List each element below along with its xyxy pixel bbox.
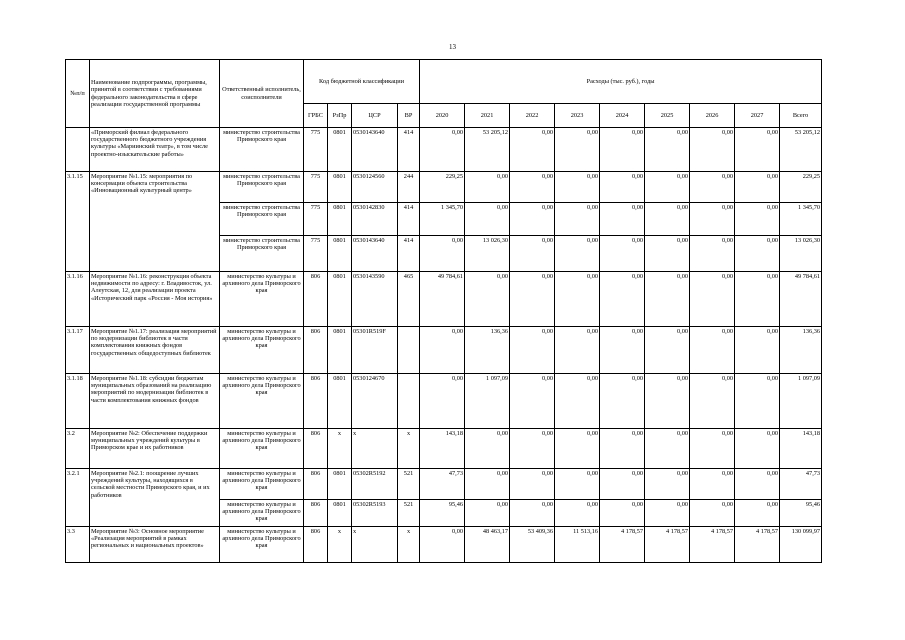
row-year-value: 0,00 <box>600 429 645 469</box>
row-total: 143,18 <box>780 429 822 469</box>
row-csr: 0530124670 <box>352 374 398 429</box>
row-year-value: 0,00 <box>645 469 690 500</box>
row-year-value: 1 097,09 <box>465 374 510 429</box>
row-year-value: 0,00 <box>600 203 645 236</box>
row-year-value: 0,00 <box>465 203 510 236</box>
row-vr <box>398 374 420 429</box>
row-year-value: 0,00 <box>690 272 735 327</box>
row-year-value: 0,00 <box>510 327 555 374</box>
row-name: Мероприятие №2.1: поощрение лучших учреждений культуры, находящихся в сельской местности Приморского края, и их работников <box>90 469 220 527</box>
row-year-value: 0,00 <box>555 203 600 236</box>
row-rzpr: 0801 <box>328 236 352 272</box>
row-name: Мероприятие №2: Обеспечение поддержки муниципальных учреждений культуры в Приморском крае и их работников <box>90 429 220 469</box>
row-year-value: 143,18 <box>420 429 465 469</box>
row-year-value: 0,00 <box>555 429 600 469</box>
row-rzpr: 0801 <box>328 203 352 236</box>
header-vr: ВР <box>398 104 420 128</box>
table-row <box>66 469 822 500</box>
row-year-value: 0,00 <box>735 429 780 469</box>
row-executor: министерство строительства Приморского края <box>220 128 304 172</box>
table-row <box>66 172 822 203</box>
row-year-value: 0,00 <box>465 500 510 527</box>
row-year-value: 0,00 <box>690 172 735 203</box>
table-row <box>66 128 822 172</box>
row-year-value: 53 205,12 <box>465 128 510 172</box>
row-grbs: 806 <box>304 327 328 374</box>
row-year-value: 0,00 <box>510 469 555 500</box>
row-total: 229,25 <box>780 172 822 203</box>
row-csr: 05301R519F <box>352 327 398 374</box>
row-number: 3.1.17 <box>66 327 90 374</box>
row-year-value: 0,00 <box>510 500 555 527</box>
row-grbs: 806 <box>304 500 328 527</box>
row-year-value: 0,00 <box>555 128 600 172</box>
row-number <box>66 128 90 172</box>
row-year-value: 0,00 <box>600 327 645 374</box>
row-vr: 465 <box>398 272 420 327</box>
row-year-value: 0,00 <box>645 327 690 374</box>
row-rzpr: 0801 <box>328 272 352 327</box>
row-year-value: 0,00 <box>420 374 465 429</box>
row-year-value: 0,00 <box>555 172 600 203</box>
row-year-value: 4 178,57 <box>645 527 690 563</box>
row-vr: 244 <box>398 172 420 203</box>
row-year-value: 0,00 <box>600 500 645 527</box>
table-body <box>66 128 822 563</box>
row-year-value: 0,00 <box>600 272 645 327</box>
row-year-value: 0,00 <box>690 327 735 374</box>
row-year-value: 0,00 <box>510 128 555 172</box>
row-total: 95,46 <box>780 500 822 527</box>
row-year-value: 1 345,70 <box>420 203 465 236</box>
header-year: 2027 <box>735 104 780 128</box>
row-executor: министерство культуры и архивного дела Приморского края <box>220 374 304 429</box>
row-year-value: 0,00 <box>555 469 600 500</box>
row-number: 3.2.1 <box>66 469 90 527</box>
header-year: 2023 <box>555 104 600 128</box>
row-year-value: 0,00 <box>645 374 690 429</box>
row-grbs: 806 <box>304 272 328 327</box>
row-year-value: 0,00 <box>510 429 555 469</box>
row-year-value: 0,00 <box>510 374 555 429</box>
row-year-value: 0,00 <box>555 374 600 429</box>
row-name: Мероприятие №1.16: реконструкция объекта недвижимости по адресу: г. Владивосток, ул. Алеутская, 12, для реализации проекта «Исторический парк «Россия - Моя история» <box>90 272 220 327</box>
row-grbs: 775 <box>304 128 328 172</box>
row-year-value: 0,00 <box>690 500 735 527</box>
header-year: 2020 <box>420 104 465 128</box>
row-executor: министерство строительства Приморского края <box>220 203 304 236</box>
row-number: 3.1.18 <box>66 374 90 429</box>
row-year-value: 4 178,57 <box>600 527 645 563</box>
row-number: 3.1.15 <box>66 172 90 272</box>
header-expenses: Расходы (тыс. руб.), годы <box>420 60 822 104</box>
row-year-value: 13 026,30 <box>465 236 510 272</box>
row-year-value: 0,00 <box>600 374 645 429</box>
row-year-value: 0,00 <box>690 374 735 429</box>
row-name: Мероприятие №1.17: реализация мероприятий по модернизации библиотек в части комплектования книжных фондов государственных общедоступных библиотек <box>90 327 220 374</box>
row-year-value: 53 409,36 <box>510 527 555 563</box>
row-year-value: 4 178,57 <box>690 527 735 563</box>
row-year-value: 0,00 <box>420 327 465 374</box>
row-rzpr: 0801 <box>328 172 352 203</box>
row-vr <box>398 327 420 374</box>
row-executor: министерство строительства Приморского края <box>220 172 304 203</box>
header-num: №п/п <box>66 60 90 128</box>
row-year-value: 0,00 <box>555 500 600 527</box>
header-name: Наименование подпрограммы, программы, принятой в соответствии с требованиями федерального законодательства в сфере реализации государственной программы <box>90 60 220 128</box>
row-year-value: 0,00 <box>465 172 510 203</box>
row-year-value: 0,00 <box>735 172 780 203</box>
row-year-value: 0,00 <box>510 272 555 327</box>
row-vr: 521 <box>398 469 420 500</box>
row-year-value: 47,73 <box>420 469 465 500</box>
row-rzpr: 0801 <box>328 128 352 172</box>
row-year-value: 0,00 <box>555 236 600 272</box>
row-csr: 05302R5192 <box>352 469 398 500</box>
row-total: 1 345,70 <box>780 203 822 236</box>
row-year-value: 0,00 <box>735 128 780 172</box>
row-name: Мероприятие №1.15: мероприятия по консервации объекта строительства «Инновационный культурный центр» <box>90 172 220 272</box>
row-executor: министерство культуры и архивного дела Приморского края <box>220 500 304 527</box>
row-total: 136,36 <box>780 327 822 374</box>
row-csr: 0530143590 <box>352 272 398 327</box>
row-grbs: 775 <box>304 172 328 203</box>
row-executor: министерство культуры и архивного дела Приморского края <box>220 469 304 500</box>
row-year-value: 95,46 <box>420 500 465 527</box>
row-year-value: 0,00 <box>690 469 735 500</box>
table-row <box>66 374 822 429</box>
row-csr: 0530124560 <box>352 172 398 203</box>
row-year-value: 4 178,57 <box>735 527 780 563</box>
row-vr: 414 <box>398 203 420 236</box>
row-total: 49 784,61 <box>780 272 822 327</box>
page-number: 13 <box>449 43 456 51</box>
row-total: 47,73 <box>780 469 822 500</box>
row-year-value: 0,00 <box>735 272 780 327</box>
table-row <box>66 327 822 374</box>
row-year-value: 0,00 <box>645 429 690 469</box>
budget-table <box>65 59 822 563</box>
table-row <box>66 272 822 327</box>
row-year-value: 0,00 <box>600 172 645 203</box>
row-year-value: 0,00 <box>510 172 555 203</box>
row-year-value: 0,00 <box>555 272 600 327</box>
row-csr: 0530142830 <box>352 203 398 236</box>
row-year-value: 229,25 <box>420 172 465 203</box>
row-total: 13 026,30 <box>780 236 822 272</box>
row-rzpr: 0801 <box>328 469 352 500</box>
row-year-value: 0,00 <box>735 203 780 236</box>
row-year-value: 0,00 <box>645 236 690 272</box>
row-csr: 0530143640 <box>352 128 398 172</box>
row-total: 130 099,97 <box>780 527 822 563</box>
row-vr: 414 <box>398 128 420 172</box>
row-year-value: 0,00 <box>735 374 780 429</box>
row-number: 3.1.16 <box>66 272 90 327</box>
row-name: Мероприятие №1.18: субсидии бюджетам муниципальных образований на реализацию мероприятий по модернизации библиотек в части комплектования книжных фондов <box>90 374 220 429</box>
row-year-value: 136,36 <box>465 327 510 374</box>
row-year-value: 0,00 <box>600 469 645 500</box>
row-year-value: 0,00 <box>555 327 600 374</box>
row-year-value: 0,00 <box>735 469 780 500</box>
row-name: «Приморский филиал федерального государственного бюджетного учреждения культуры «Мариинский театр», в том числе проектно-изыскательские работы» <box>90 128 220 172</box>
row-year-value: 0,00 <box>645 203 690 236</box>
row-rzpr: x <box>328 429 352 469</box>
header-budget-code: Код бюджетной классификации <box>304 60 420 104</box>
row-year-value: 0,00 <box>420 527 465 563</box>
row-grbs: 806 <box>304 374 328 429</box>
row-total: 1 097,09 <box>780 374 822 429</box>
row-grbs: 775 <box>304 236 328 272</box>
header-csr: ЦСР <box>352 104 398 128</box>
row-grbs: 806 <box>304 527 328 563</box>
row-year-value: 0,00 <box>645 272 690 327</box>
header-year: 2024 <box>600 104 645 128</box>
row-year-value: 0,00 <box>690 128 735 172</box>
table-row <box>66 429 822 469</box>
row-year-value: 0,00 <box>465 469 510 500</box>
row-executor: министерство строительства Приморского края <box>220 236 304 272</box>
header-year: 2022 <box>510 104 555 128</box>
header-year: 2026 <box>690 104 735 128</box>
header-executor: Ответственный исполнитель, соисполнители <box>220 60 304 128</box>
row-year-value: 0,00 <box>600 128 645 172</box>
row-total: 53 205,12 <box>780 128 822 172</box>
row-year-value: 0,00 <box>510 236 555 272</box>
row-year-value: 0,00 <box>735 500 780 527</box>
header-year: 2021 <box>465 104 510 128</box>
row-executor: министерство культуры и архивного дела Приморского края <box>220 429 304 469</box>
row-number: 3.2 <box>66 429 90 469</box>
row-rzpr: 0801 <box>328 327 352 374</box>
budget-table-wrapper <box>65 59 821 563</box>
row-rzpr: 0801 <box>328 500 352 527</box>
row-year-value: 0,00 <box>690 236 735 272</box>
row-csr: 05302R5193 <box>352 500 398 527</box>
row-csr: x <box>352 429 398 469</box>
row-year-value: 0,00 <box>735 327 780 374</box>
row-year-value: 0,00 <box>465 272 510 327</box>
row-csr: 0530143640 <box>352 236 398 272</box>
row-grbs: 775 <box>304 203 328 236</box>
row-vr: 414 <box>398 236 420 272</box>
row-year-value: 0,00 <box>465 429 510 469</box>
row-grbs: 806 <box>304 469 328 500</box>
header-total: Всего <box>780 104 822 128</box>
row-executor: министерство культуры и архивного дела Приморского края <box>220 527 304 563</box>
row-vr: x <box>398 429 420 469</box>
row-year-value: 0,00 <box>690 429 735 469</box>
row-year-value: 0,00 <box>690 203 735 236</box>
table-row <box>66 527 822 563</box>
row-executor: министерство культуры и архивного дела Приморского края <box>220 272 304 327</box>
row-name: Мероприятие №3: Основное мероприятие «Реализация мероприятий в рамках региональных и национальных проектов» <box>90 527 220 563</box>
row-year-value: 0,00 <box>510 203 555 236</box>
row-year-value: 0,00 <box>645 172 690 203</box>
row-executor: министерство культуры и архивного дела Приморского края <box>220 327 304 374</box>
row-year-value: 0,00 <box>420 128 465 172</box>
row-rzpr: 0801 <box>328 374 352 429</box>
row-vr: x <box>398 527 420 563</box>
header-year: 2025 <box>645 104 690 128</box>
row-year-value: 0,00 <box>645 500 690 527</box>
row-year-value: 49 784,61 <box>420 272 465 327</box>
row-rzpr: x <box>328 527 352 563</box>
row-grbs: 806 <box>304 429 328 469</box>
row-year-value: 0,00 <box>735 236 780 272</box>
row-year-value: 11 513,16 <box>555 527 600 563</box>
row-year-value: 0,00 <box>600 236 645 272</box>
row-year-value: 0,00 <box>420 236 465 272</box>
row-csr: x <box>352 527 398 563</box>
row-number: 3.3 <box>66 527 90 563</box>
header-grbs: ГРБС <box>304 104 328 128</box>
header-rzpr: РзПр <box>328 104 352 128</box>
row-vr: 521 <box>398 500 420 527</box>
row-year-value: 48 463,17 <box>465 527 510 563</box>
row-year-value: 0,00 <box>645 128 690 172</box>
